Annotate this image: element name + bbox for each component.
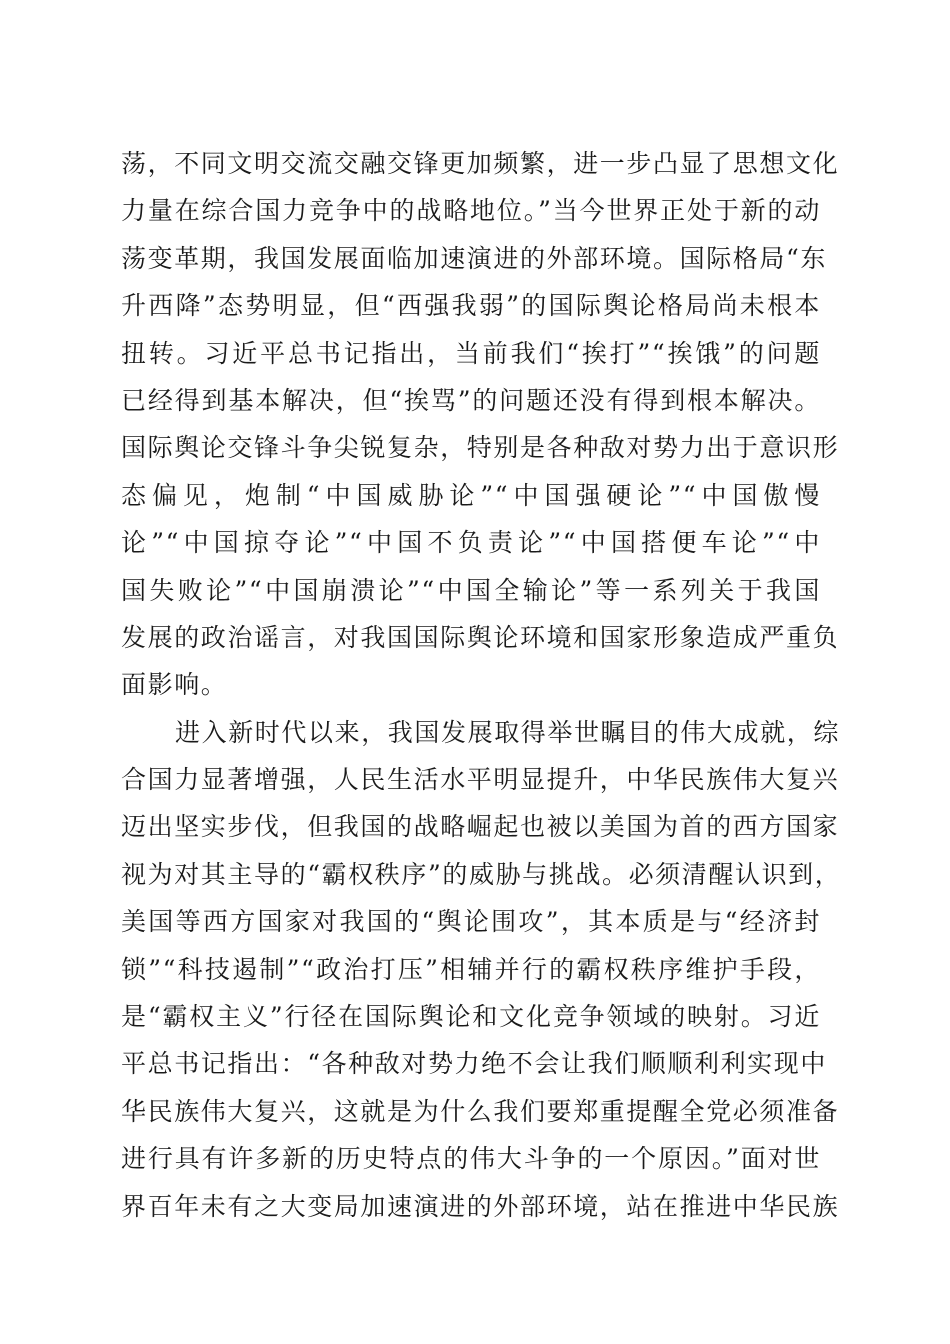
text-line: 视为对其主导的“霸权秩序”的威胁与挑战。必须清醒认识到， (121, 859, 842, 889)
text-line: 平总书记指出：“各种敌对势力绝不会让我们顺顺利利实现中 (121, 1049, 827, 1079)
document-body (121, 140, 842, 1230)
text-line: 是“霸权主义”行径在国际舆论和文化竞争领域的映射。习近 (121, 1002, 821, 1032)
text-line: 发展的政治谣言，对我国国际舆论环境和国家形象造成严重负 (121, 622, 840, 652)
text-line: 国失败论”“中国崩溃论”“中国全输论”等一系列关于我国 (121, 575, 821, 605)
text-line: 面影响。 (121, 670, 228, 700)
text-line: 荡变革期，我国发展面临加速演进的外部环境。国际格局“东 (121, 243, 827, 273)
text-line: 已经得到基本解决，但“挨骂”的问题还没有得到根本解决。 (121, 385, 821, 415)
text-line: 升西降”态势明显，但“西强我弱”的国际舆论格局尚未根本 (121, 291, 821, 321)
text-line: 锁”“科技遏制”“政治打压”相辅并行的霸权秩序维护手段， (121, 954, 821, 984)
text-line: 扭转。习近平总书记指出，当前我们“挨打”“挨饿”的问题 (121, 338, 821, 368)
text-line: 华民族伟大复兴，这就是为什么我们要郑重提醒全党必须准备 (121, 1096, 840, 1126)
text-line: 国际舆论交锋斗争尖锐复杂，特别是各种敌对势力出于意识形 (121, 433, 840, 463)
text-line: 论”“中国掠夺论”“中国不负责论”“中国搭便车论”“中 (121, 528, 821, 558)
paragraph-1 (121, 140, 840, 709)
text-line: 进入新时代以来，我国发展取得举世瞩目的伟大成就，综 (175, 717, 841, 747)
text-line: 界百年未有之大变局加速演进的外部环境，站在推进中华民族 (121, 1191, 840, 1221)
text-line: 荡，不同文明交流交融交锋更加频繁，进一步凸显了思想文化 (121, 149, 840, 178)
paragraph-2 (121, 709, 842, 1230)
text-line: 美国等西方国家对我国的“舆论围攻”，其本质是与“经济封 (121, 907, 821, 937)
text-line: 态偏见，炮制“中国威胁论”“中国强硬论”“中国傲慢 (121, 480, 821, 510)
text-line: 力量在综合国力竞争中的战略地位。”当今世界正处于新的动 (121, 196, 821, 226)
text-line: 进行具有许多新的历史特点的伟大斗争的一个原因。”面对世 (121, 1144, 821, 1174)
text-line: 合国力显著增强，人民生活水平明显提升，中华民族伟大复兴 (121, 765, 840, 795)
text-line: 迈出坚实步伐，但我国的战略崛起也被以美国为首的西方国家 (121, 812, 840, 842)
